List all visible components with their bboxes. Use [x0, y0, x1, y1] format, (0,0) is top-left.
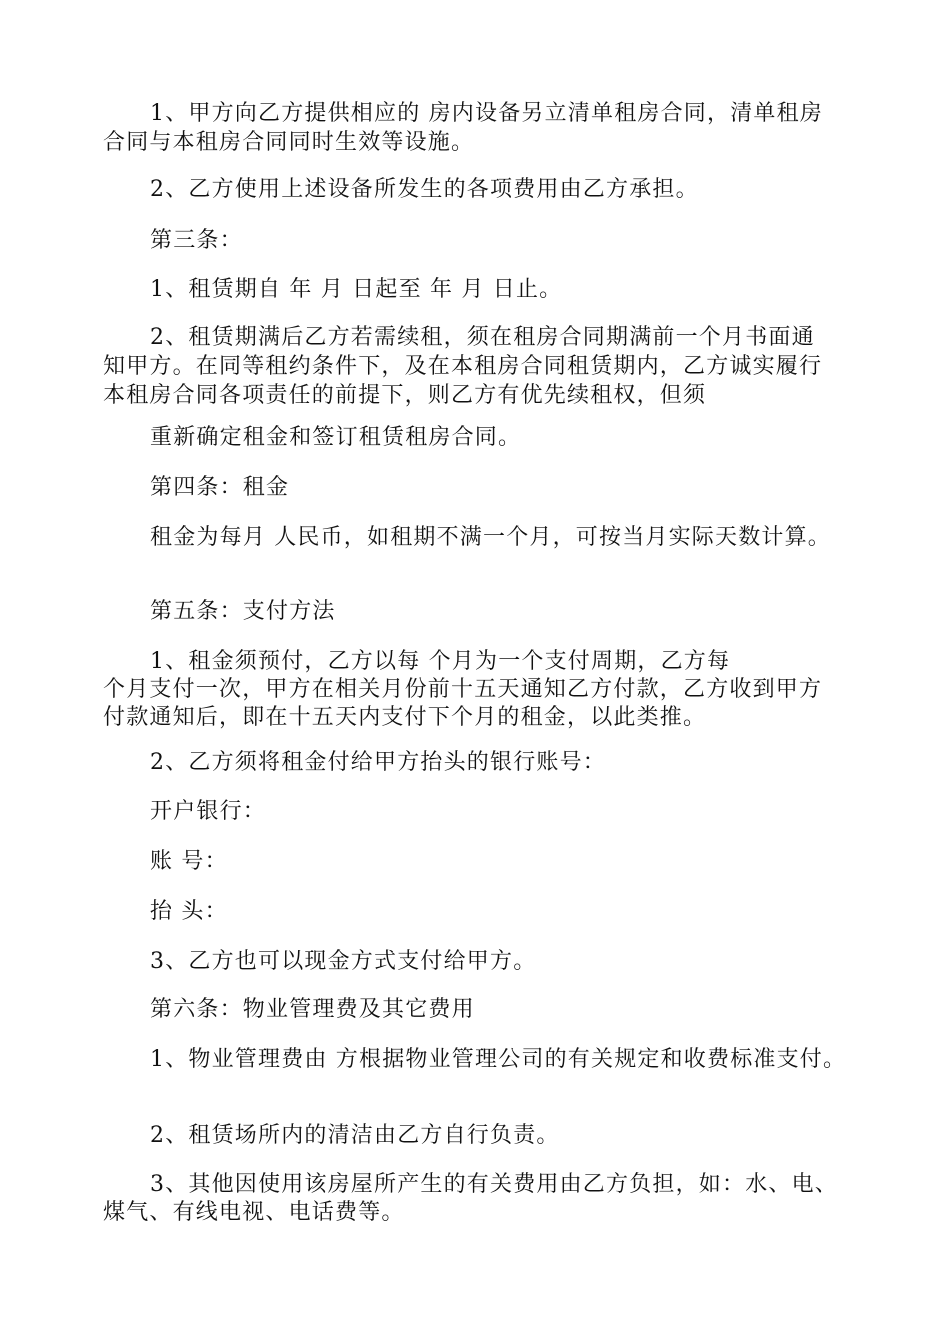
- rent-clause: 租金为每月 人民币，如租期不满一个月，可按当月实际天数计算。: [150, 525, 831, 550]
- renewal-line-2: 知甲方。在同等租约条件下，及在本租房合同租赁期内，乙方诚实履行: [103, 354, 823, 379]
- other-fees-line-2: 煤气、有线电视、电话费等。: [103, 1200, 405, 1225]
- paragraph-2: 2、乙方使用上述设备所发生的各项费用由乙方承担。: [150, 177, 699, 202]
- payment-line-3: 付款通知后，即在十五天内支付下个月的租金，以此类推。: [103, 705, 707, 730]
- other-fees-line-1: 3、其他因使用该房屋所产生的有关费用由乙方负担，如：水、电、: [150, 1172, 838, 1197]
- bank-account-clause: 2、乙方须将租金付给甲方抬头的银行账号：: [150, 750, 606, 775]
- payment-line-2: 个月支付一次，甲方在相关月份前十五天通知乙方付款，乙方收到甲方: [103, 677, 823, 702]
- management-fee-clause: 1、物业管理费由 方根据物业管理公司的有关规定和收费标准支付。: [150, 1047, 847, 1072]
- article-4-heading: 第四条：租金: [150, 475, 290, 500]
- account-title-field: 抬 头：: [150, 899, 228, 924]
- article-5-heading: 第五条：支付方法: [150, 599, 336, 624]
- account-number-field: 账 号：: [150, 849, 228, 874]
- cash-payment-clause: 3、乙方也可以现金方式支付给甲方。: [150, 949, 537, 974]
- article-6-heading: 第六条：物业管理费及其它费用: [150, 997, 475, 1022]
- lease-term-clause: 1、租赁期自 年 月 日起至 年 月 日止。: [150, 277, 563, 302]
- payment-line-1: 1、租金须预付，乙方以每 个月为一个支付周期，乙方每: [150, 649, 731, 674]
- renewal-line-3: 本租房合同各项责任的前提下，则乙方有优先续租权，但须: [103, 383, 707, 408]
- paragraph-1-line-1: 1、甲方向乙方提供相应的 房内设备另立清单租房合同，清单租房: [150, 101, 823, 126]
- bank-name-field: 开户银行：: [150, 799, 267, 824]
- article-3-heading: 第三条：: [150, 228, 243, 253]
- renewal-line-1: 2、租赁期满后乙方若需续租，须在租房合同期满前一个月书面通: [150, 325, 815, 350]
- paragraph-1-line-2: 合同与本租房合同同时生效等设施。: [103, 130, 475, 155]
- renewal-line-4: 重新确定租金和签订租赁租房合同。: [150, 425, 522, 450]
- cleaning-clause: 2、租赁场所内的清洁由乙方自行负责。: [150, 1123, 560, 1148]
